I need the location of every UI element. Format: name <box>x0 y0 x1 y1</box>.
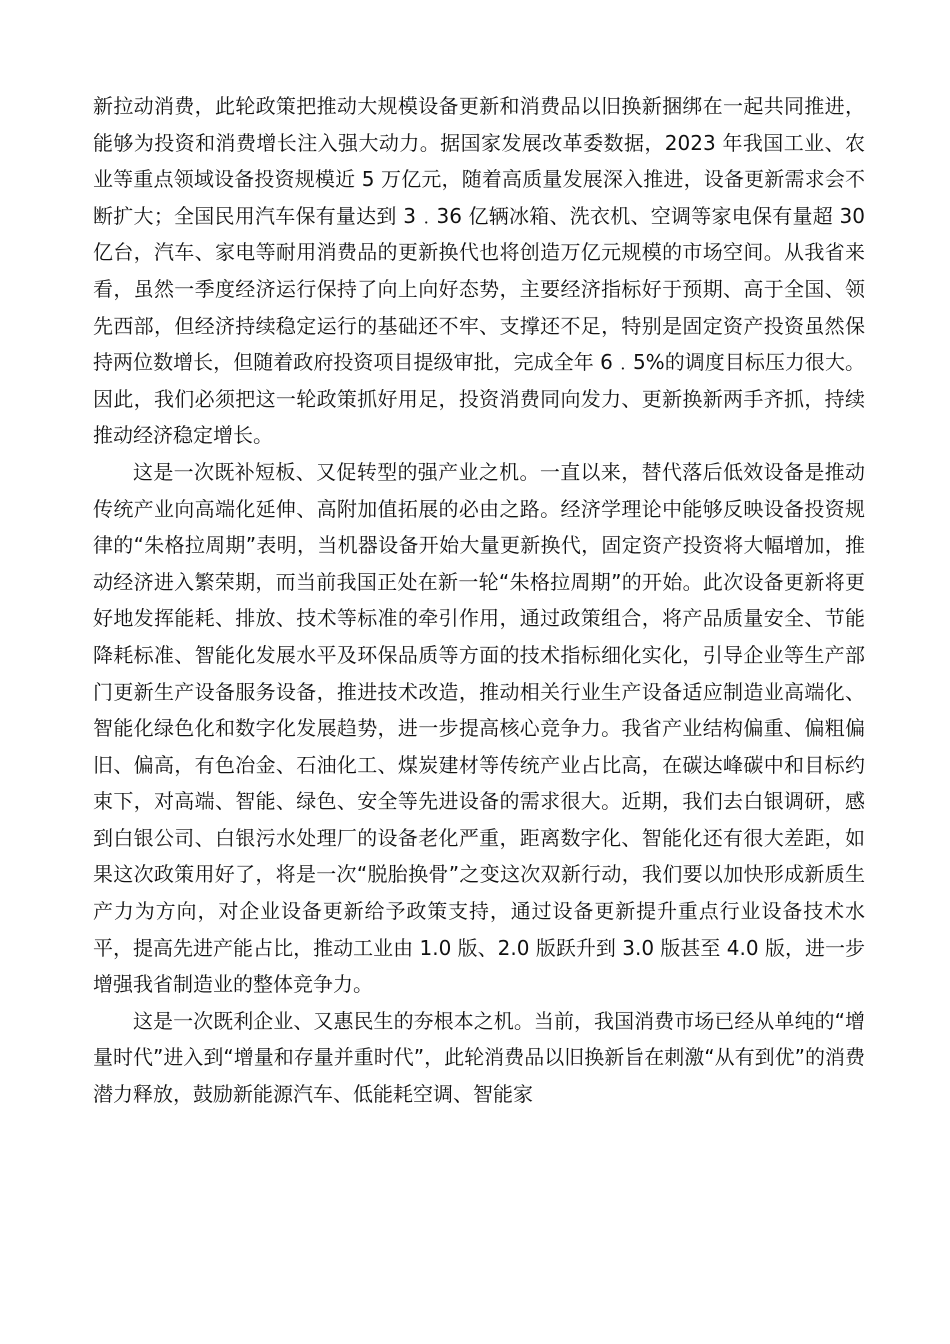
paragraph-3: 这是一次既利企业、又惠民生的夯根本之机。当前，我国消费市场已经从单纯的“增量时代”进入到“增量和存量并重时代”，此轮消费品以旧换新旨在刺激“从有到优”的消费潜力释放，鼓励新能源汽车、低能耗空调、智能家 <box>93 1008 865 1107</box>
paragraph-1: 新拉动消费，此轮政策把推动大规模设备更新和消费品以旧换新捆绑在一起共同推进，能够为投资和消费增长注入强大动力。据国家发展改革委数据，2023 年我国工业、农业等重点领域设备投资规模近 5 万亿元，随着高质量发展深入推进，设备更新需求会不断扩大；全国民用汽车保有量达到 3﹒36 亿辆冰箱、洗衣机、空调等家电保有量超 30 亿台，汽车、家电等耐用消费品的更新换代也将创造万亿元规模的市场空间。从我省来看，虽然一季度经济运行保持了向上向好态势，主要经济指标好于预期、高于全国、领先西部，但经济持续稳定运行的基础还不牢、支撑还不足，特别是固定资产投资虽然保持两位数增长，但随着政府投资项目提级审批，完成全年 6﹒5%的调度目标压力很大。因此，我们必须把这一轮政策抓好用足，投资消费同向发力、更新换新两手齐抓，持续推动经济稳定增长。 <box>93 94 865 448</box>
document-page <box>93 88 865 1113</box>
paragraph-2: 这是一次既补短板、又促转型的强产业之机。一直以来，替代落后低效设备是推动传统产业向高端化延伸、高附加值拓展的必由之路。经济学理论中能够反映设备投资规律的“朱格拉周期”表明，当机器设备开始大量更新换代，固定资产投资将大幅增加，推动经济进入繁荣期，而当前我国正处在新一轮“朱格拉周期”的开始。此次设备更新将更好地发挥能耗、排放、技术等标准的牵引作用，通过政策组合，将产品质量安全、节能降耗标准、智能化发展水平及环保品质等方面的技术指标细化实化，引导企业等生产部门更新生产设备服务设备，推进技术改造，推动相关行业生产设备适应制造业高端化、智能化绿色化和数字化发展趋势，进一步提高核心竞争力。我省产业结构偏重、偏粗偏旧、偏高，有色冶金、石油化工、煤炭建材等传统产业占比高，在碳达峰碳中和目标约束下，对高端、智能、绿色、安全等先进设备的需求很大。近期，我们去白银调研，感到白银公司、白银污水处理厂的设备老化严重，距离数字化、智能化还有很大差距，如果这次政策用好了，将是一次“脱胎换骨”之变这次双新行动，我们要以加快形成新质生产力为方向，对企业设备更新给予政策支持，通过设备更新提升重点行业设备技术水平，提高先进产能占比，推动工业由 1.0 版、2.0 版跃升到 3.0 版甚至 4.0 版，进一步增强我省制造业的整体竞争力。 <box>93 459 865 997</box>
